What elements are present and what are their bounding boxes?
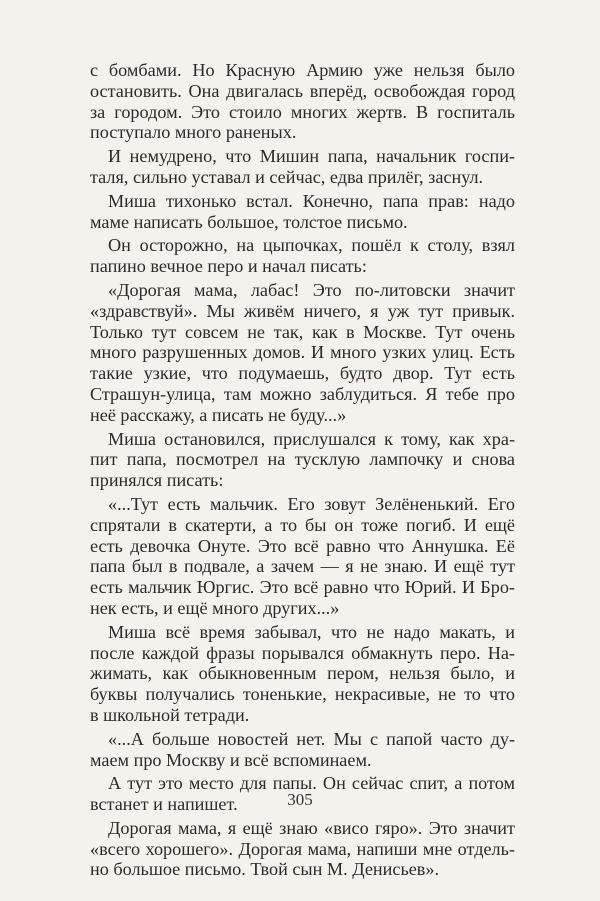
text-line: И немудрено, что Мишин папа, начальник госпи- xyxy=(108,146,515,167)
text-line: «здравствуй». Мы живём ничего, я уж тут привык. xyxy=(90,300,515,321)
body-text xyxy=(90,60,515,880)
text-line: Миша остановился, прислушался к тому, как хра- xyxy=(108,428,515,449)
page-number: 305 xyxy=(287,790,313,809)
text-line: жимать, как обыкновенным пером, нельзя было, и xyxy=(90,663,515,684)
text-line: Он осторожно, на цыпочках, пошёл к столу, взял xyxy=(108,235,515,256)
text-line: папа был в подвале, а зачем — я не знаю. И ещё тут xyxy=(90,556,515,577)
text-line: с бомбами. Но Красную Армию уже нельзя было xyxy=(90,60,515,80)
text-line: есть мальчик Юргис. Это всё равно что Юрий. И Бро- xyxy=(90,577,515,598)
text-line: буквы получались тоненькие, некрасивые, не то что xyxy=(90,684,515,705)
text-line: за городом. Это стоило многих жертв. В госпиталь xyxy=(90,101,515,122)
text-line: таля, сильно уставал и сейчас, едва прилёг, заснул. xyxy=(90,166,484,187)
text-line: «всего хорошего». Дорогая мама, напиши мне отдель- xyxy=(90,838,515,859)
text-line: неё расскажу, а писать не буду...» xyxy=(90,404,347,425)
text-line: есть девочка Онуте. Это всё равно что Аннушка. Её xyxy=(90,535,515,556)
text-line: в школьной тетради. xyxy=(90,704,250,725)
text-line: после каждой фразы порывался обмакнуть перо. На- xyxy=(90,642,515,663)
text-line: А тут это место для папы. Он сейчас спит, а потом xyxy=(108,773,515,794)
text-line: но большое письмо. Твой сын М. Денисьев». xyxy=(90,859,440,880)
text-line: остановить. Она двигалась вперёд, освобождая город xyxy=(90,80,515,101)
text-line: Только тут совсем не так, как в Москве. Тут очень xyxy=(90,321,515,342)
text-line: нек есть, и ещё много других...» xyxy=(90,597,340,618)
text-line: такие узкие, что подумаешь, будто двор. Тут есть xyxy=(90,363,515,384)
text-line: Миша всё время забывал, что не надо макать, и xyxy=(108,621,515,642)
text-line: Дорогая мама, я ещё знаю «висо гяро». Это значит xyxy=(108,817,515,838)
text-line: «Дорогая мама, лабас! Это по-литовски значит xyxy=(108,279,515,300)
text-line: пит папа, посмотрел на тусклую лампочку и снова xyxy=(90,449,515,470)
text-line: папино вечное перо и начал писать: xyxy=(90,256,367,277)
text-line: много разрушенных домов. И много узких улиц. Есть xyxy=(90,342,515,363)
text-line: спрятали в скатерти, а то бы он тоже погиб. И ещё xyxy=(90,514,515,535)
text-line: маем про Москву и всё вспоминаем. xyxy=(90,749,372,770)
text-line: принялся писать: xyxy=(90,470,224,491)
text-line: встанет и напишет. xyxy=(90,794,238,815)
text-line: маме написать большое, толстое письмо. xyxy=(90,211,408,232)
text-line: Миша тихонько встал. Конечно, папа прав: надо xyxy=(108,190,515,211)
text-line: Страшун-улица, там можно заблудиться. Я тебе про xyxy=(90,383,515,404)
text-line: «...Тут есть мальчик. Его зовут Зелёненький. Его xyxy=(108,493,515,514)
text-line: поступало много раненых. xyxy=(90,122,297,143)
text-line: «...А больше новостей нет. Мы с папой часто ду- xyxy=(108,728,515,749)
